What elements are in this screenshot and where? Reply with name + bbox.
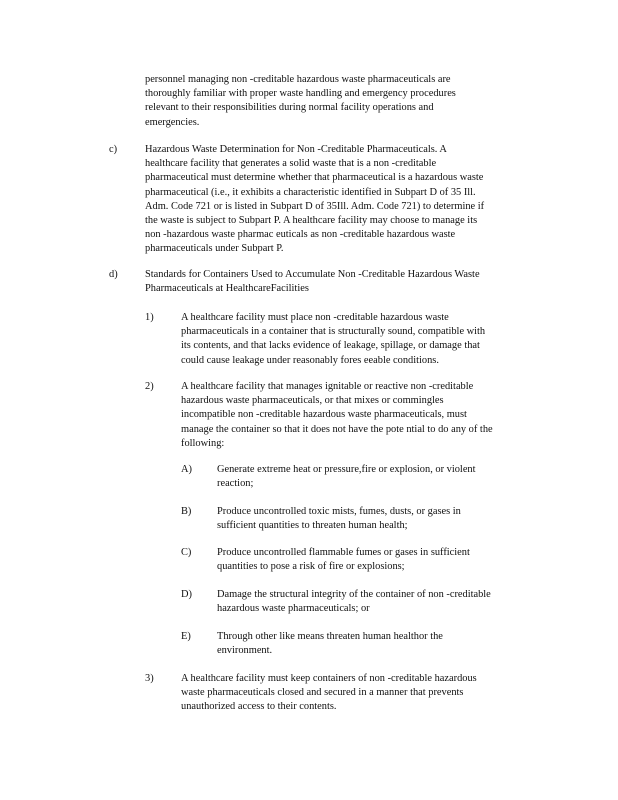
subitem-b-paragraph <box>217 505 461 533</box>
text-line: relevant to their responsibilities during normal facility operations and <box>145 102 434 114</box>
item-1-paragraph <box>181 311 485 368</box>
text-line: personnel managing non -creditable hazardous waste pharmaceuticals are <box>145 74 451 85</box>
text-line: reaction; <box>217 478 254 490</box>
section-c-marker: c) <box>109 144 118 155</box>
item-2-marker: 2) <box>145 381 154 392</box>
item-2-paragraph <box>181 380 493 451</box>
text-line: pharmaceutical must determine whether that pharmaceutical is a hazardous waste <box>145 172 484 184</box>
text-line: hazardous waste pharmaceuticals; or <box>217 603 370 615</box>
text-line: unauthorized access to their contents. <box>181 701 337 713</box>
text-line: A healthcare facility must keep containers of non -creditable hazardous <box>181 673 477 684</box>
intro-paragraph <box>145 73 456 130</box>
subitem-c-marker: C) <box>181 547 192 558</box>
text-line: Hazardous Waste Determination for Non -Creditable Pharmaceuticals. A <box>145 144 447 155</box>
item-3-marker: 3) <box>145 673 154 684</box>
text-line: Produce uncontrolled toxic mists, fumes, dusts, or gases in <box>217 506 461 517</box>
text-line: Adm. Code 721 or is listed in Subpart D of 35Ill. Adm. Code 721) to determine if <box>145 200 485 212</box>
subitem-a-marker: A) <box>181 464 192 475</box>
text-line: healthcare facility that generates a solid waste that is a non -creditable <box>145 158 437 170</box>
text-line: sufficient quantities to threaten human health; <box>217 520 408 532</box>
text-line: quantities to pose a risk of fire or explosions; <box>217 561 405 573</box>
text-line: Produce uncontrolled flammable fumes or gases in sufficient <box>217 547 470 558</box>
subitem-a-paragraph <box>217 463 476 491</box>
subitem-c-paragraph <box>217 546 470 574</box>
section-d-heading <box>145 268 480 296</box>
text-line: its contents, and that lacks evidence of leakage, spillage, or damage that <box>181 340 480 352</box>
item-1-marker: 1) <box>145 312 154 323</box>
text-line: pharmaceutical (i.e., it exhibits a characteristic identified in Subpart D of 35 Ill. <box>145 186 476 198</box>
text-line: emergencies. <box>145 116 200 128</box>
text-line: Generate extreme heat or pressure,fire or explosion, or violent <box>217 464 476 475</box>
text-line: could cause leakage under reasonably fores eeable conditions. <box>181 354 439 366</box>
text-line: A healthcare facility must place non -creditable hazardous waste <box>181 312 449 323</box>
subitem-b-marker: B) <box>181 506 192 517</box>
subitem-d-marker: D) <box>181 589 192 600</box>
text-line: Damage the structural integrity of the container of non -creditable <box>217 589 491 600</box>
section-c-paragraph <box>145 143 484 257</box>
text-line: non -hazardous waste pharmac euticals as non -creditable hazardous waste <box>145 229 456 241</box>
section-d-marker: d) <box>109 269 118 280</box>
text-line: the waste is subject to Subpart P. A healthcare facility may choose to manage its <box>145 214 478 226</box>
text-line: Through other like means threaten human healthor the <box>217 631 443 642</box>
text-line: environment. <box>217 645 273 657</box>
text-line: pharmaceuticals in a container that is structurally sound, compatible with <box>181 326 486 338</box>
text-line: hazardous waste pharmaceuticals, or that mixes or commingles <box>181 395 444 407</box>
text-line: incompatible non -creditable hazardous waste pharmaceuticals, must <box>181 409 467 421</box>
text-line: Pharmaceuticals at HealthcareFacilities <box>145 283 309 295</box>
item-3-paragraph <box>181 672 477 715</box>
text-line: pharmaceuticals under Subpart P. <box>145 243 284 255</box>
text-line: waste pharmaceuticals closed and secured in a manner that prevents <box>181 687 464 699</box>
text-line: Standards for Containers Used to Accumulate Non -Creditable Hazardous Waste <box>145 269 480 280</box>
subitem-d-paragraph <box>217 588 491 616</box>
text-line: thoroughly familiar with proper waste handling and emergency procedures <box>145 88 456 100</box>
text-line: A healthcare facility that manages ignitable or reactive non -creditable <box>181 381 474 392</box>
text-line: manage the container so that it does not have the pote ntial to do any of the <box>181 423 493 435</box>
subitem-e-paragraph <box>217 630 443 658</box>
subitem-e-marker: E) <box>181 631 191 642</box>
text-line: following: <box>181 437 225 449</box>
